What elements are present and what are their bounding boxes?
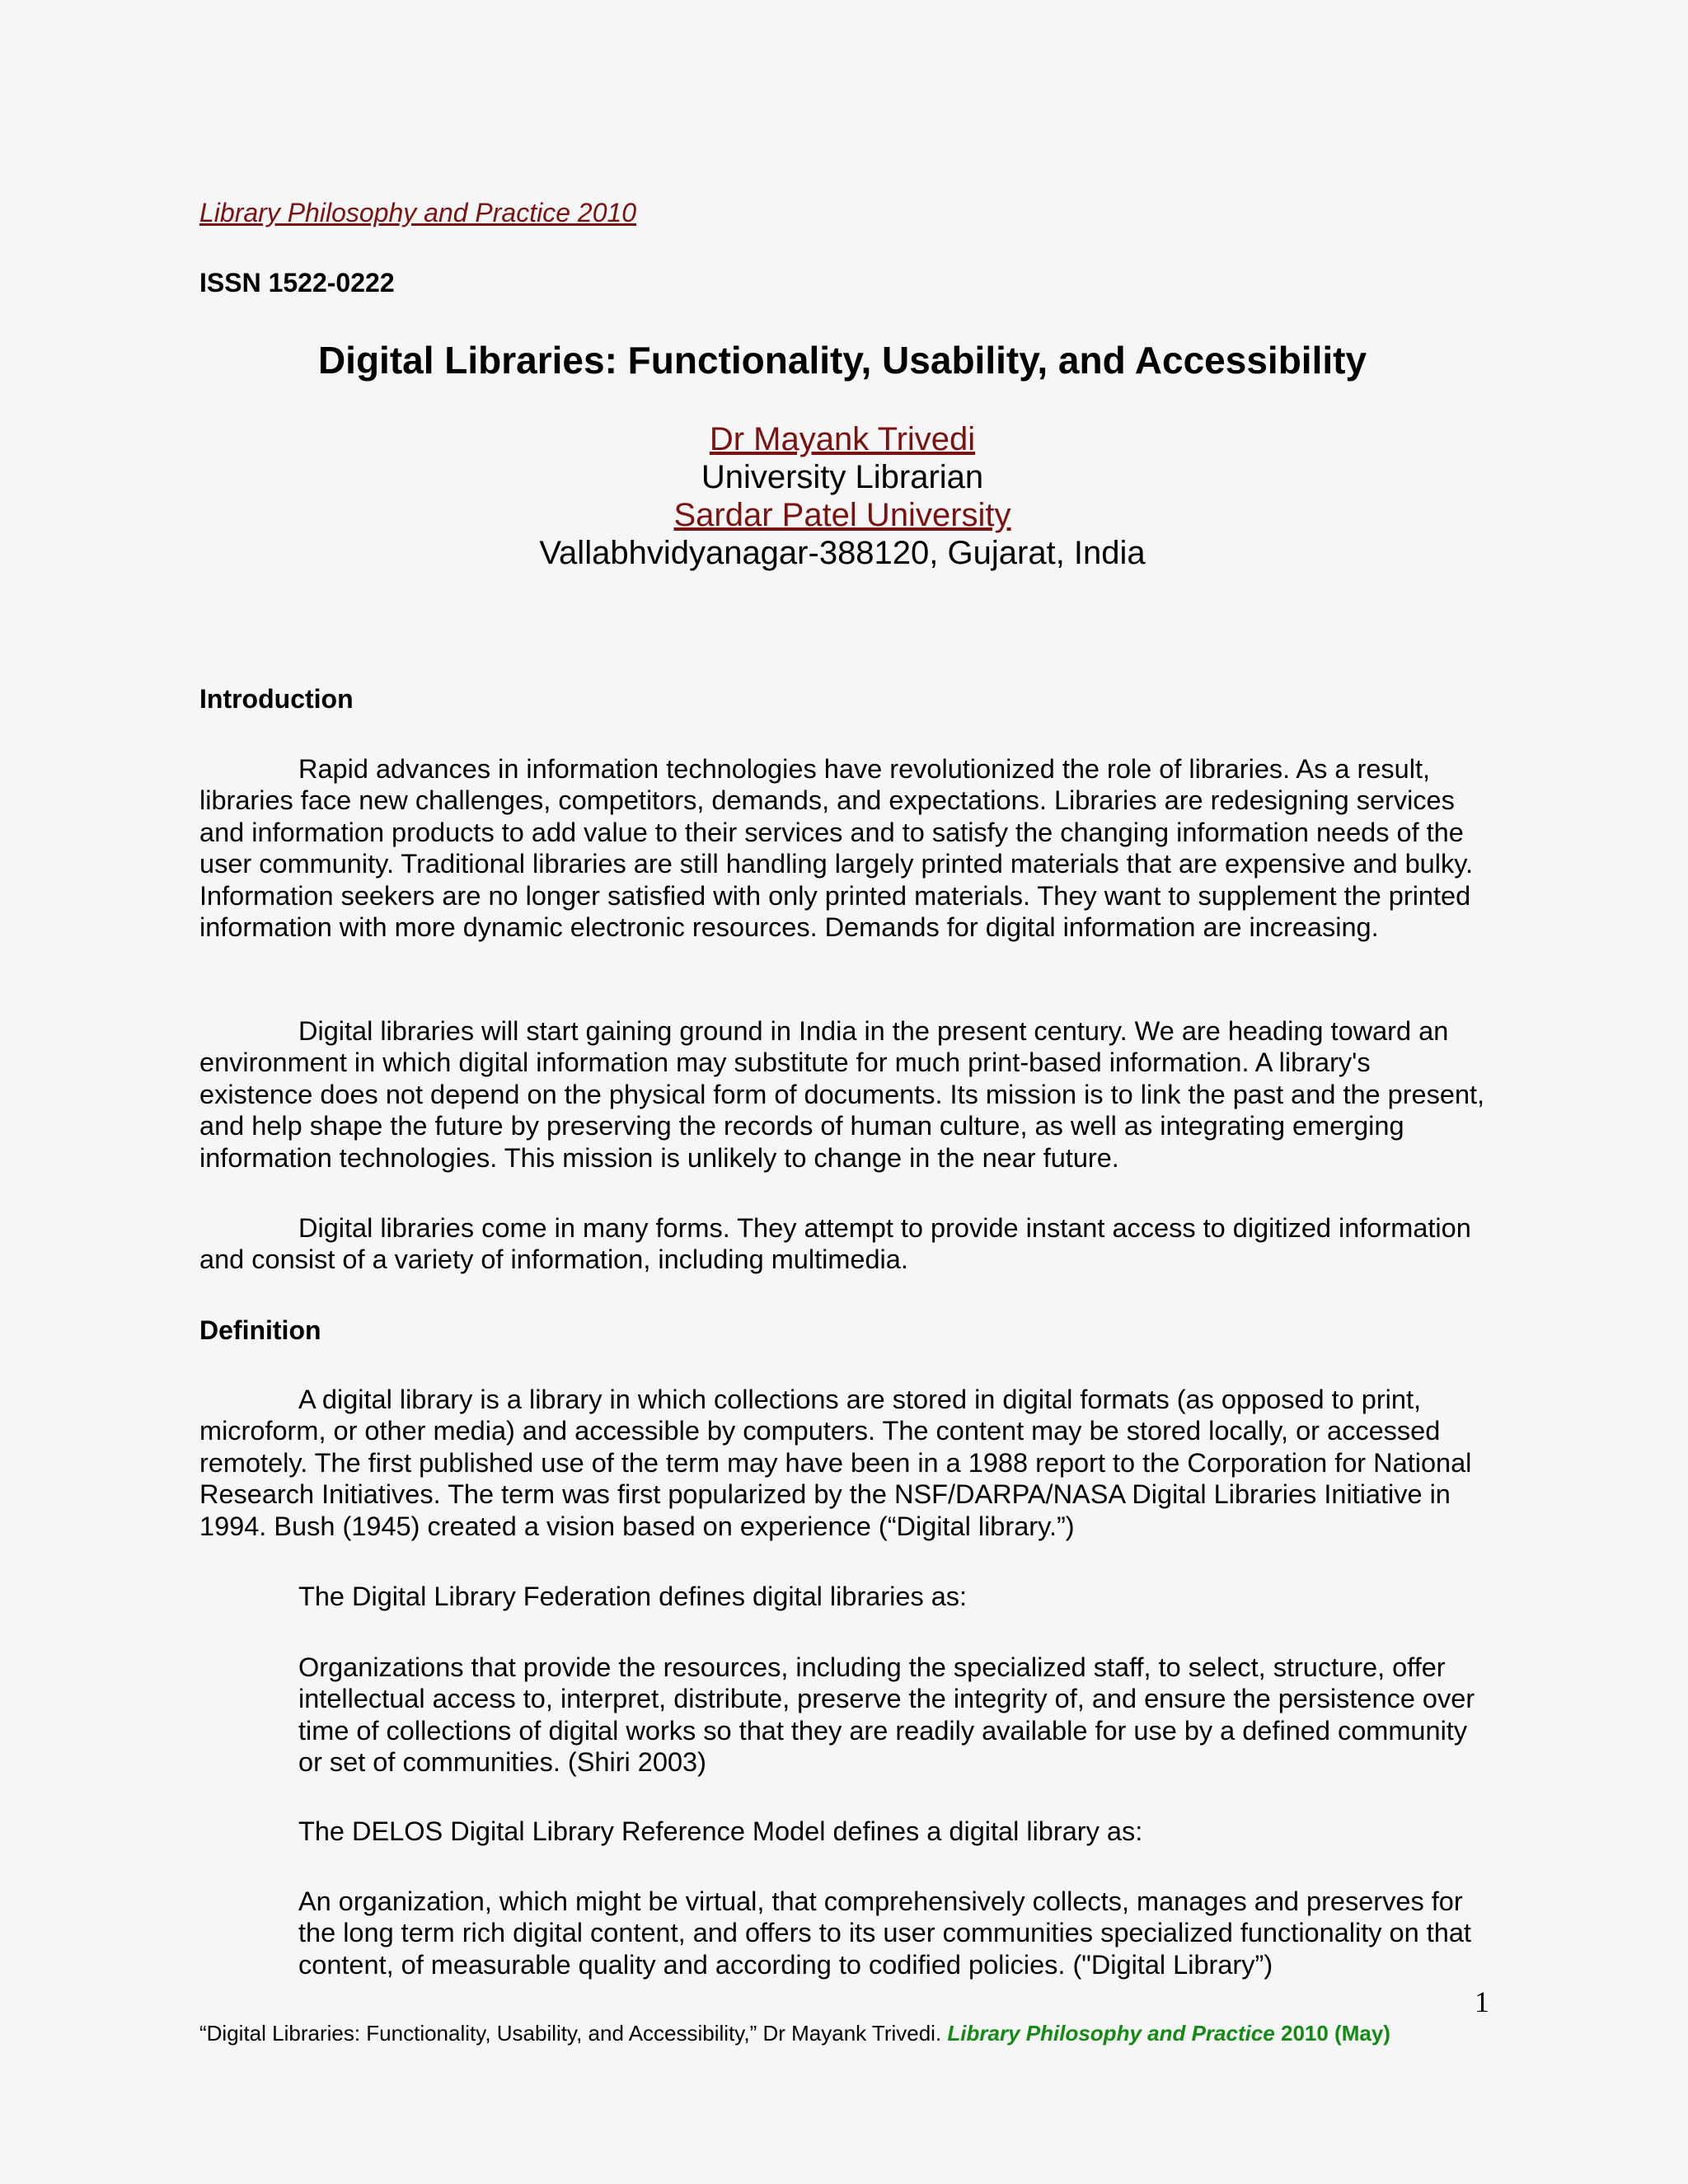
intro-paragraph-2: Digital libraries will start gaining ground in India in the present century. We are heading toward an environment in which digital information may substitute for much print-based information. A library's existence does not depend on the physical form of documents. Its mission is to link the past and the present, and help shape the future by preserving the records of human culture, as well as integrating emerging information technologies. This mission is unlikely to change in the near future. (199, 1016, 1485, 1173)
delos-intro: The DELOS Digital Library Reference Model defines a digital library as: (298, 1816, 1143, 1846)
dlf-quote: Organizations that provide the resources, including the specialized staff, to select, structure, offer intellectual access to, interpret, distribute, preserve the integrity of, and ensure the persistence over time of collections of digital works so that they are readily available for use by a defined community or set of communities. (Shiri 2003) (298, 1652, 1475, 1778)
author-name-link[interactable]: Dr Mayank Trivedi (709, 421, 976, 457)
footer-journal-name: Library Philosophy and Practice (947, 2021, 1275, 2046)
footer-citation-text: “Digital Libraries: Functionality, Usability, and Accessibility,” Dr Mayank Trivedi. (199, 2021, 948, 2046)
author-role: University Librarian (701, 459, 984, 495)
definition-heading: Definition (199, 1315, 321, 1345)
dlf-intro: The Digital Library Federation defines digital libraries as: (298, 1582, 968, 1611)
document-page (199, 0, 1489, 2184)
footer-journal-date: 2010 (May) (1274, 2021, 1390, 2046)
definition-paragraph: A digital library is a library in which collections are stored in digital formats (as opposed to print, microform, or other media) and accessible by computers. The content may be stored locally, or accessed remotely. The first published use of the term may have been in a 1988 report to the Corporation for National Research Initiatives. The term was first popularized by the NSF/DARPA/NASA Digital Libraries Initiative in 1994. Bush (1945) created a vision based on experience (“Digital library.”) (199, 1385, 1472, 1541)
issn-label: ISSN 1522-0222 (199, 268, 395, 298)
page-number: 1 (1475, 1985, 1489, 2018)
delos-quote: An organization, which might be virtual, that comprehensively collects, manages and preserves for the long term rich digital content, and offers to its user communities specialized functionality on that content, of measurable quality and according to codified policies. ("Digital Library”) (298, 1886, 1471, 1980)
introduction-heading: Introduction (199, 684, 354, 714)
university-link[interactable]: Sardar Patel University (673, 497, 1011, 533)
article-title: Digital Libraries: Functionality, Usability, and Accessibility (317, 339, 1367, 382)
intro-paragraph-1: Rapid advances in information technologies have revolutionized the role of libraries. As a result, libraries face new challenges, competitors, demands, and expectations. Libraries are redesigning services and information products to add value to their services and to satisfy the changing information needs of the user community. Traditional libraries are still handling largely printed materials that are expensive and bulky. Information seekers are no longer satisfied with only printed materials. They want to supplement the printed information with more dynamic electronic resources. Demands for digital information are increasing. (199, 754, 1474, 943)
author-block (199, 420, 1485, 572)
author-location: Vallabhvidyanagar-388120, Gujarat, India (539, 535, 1146, 571)
footer-citation (199, 2021, 1390, 2046)
intro-paragraph-3: Digital libraries come in many forms. They attempt to provide instant access to digitized information and consist of a variety of information, including multimedia. (199, 1213, 1471, 1275)
journal-link[interactable]: Library Philosophy and Practice 2010 (199, 198, 637, 227)
